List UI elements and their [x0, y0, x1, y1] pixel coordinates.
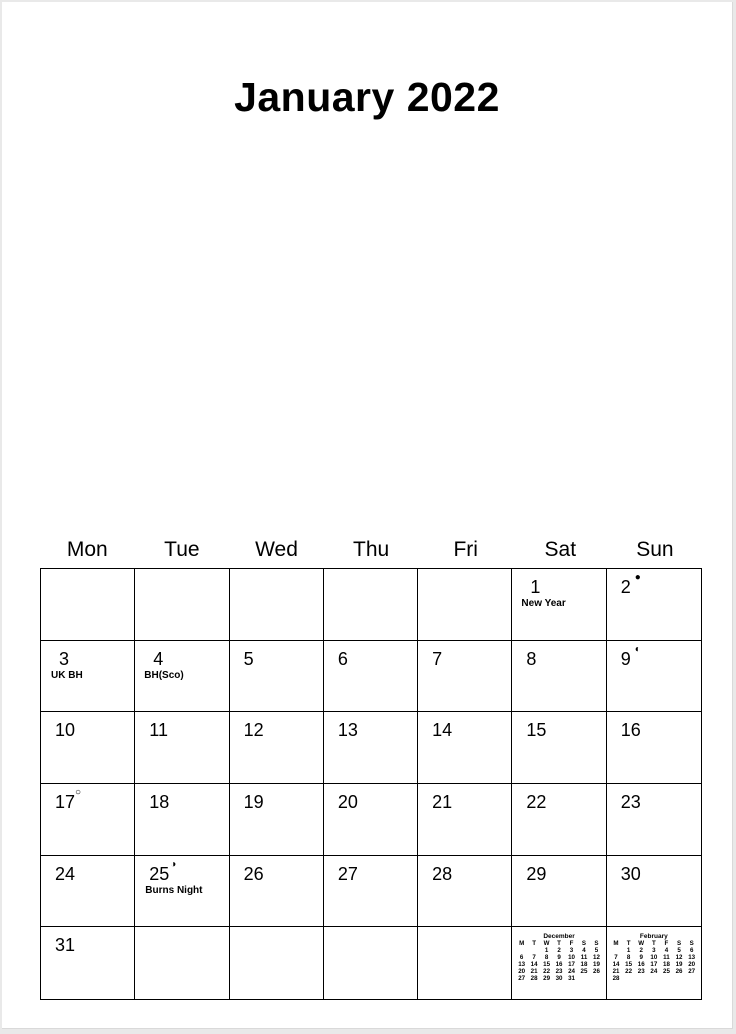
day-cell: [230, 856, 324, 928]
mini-day: 15: [543, 961, 551, 969]
mini-day: 7: [532, 954, 536, 962]
day-number: 10: [55, 720, 76, 741]
mini-day: 12: [593, 954, 600, 962]
day-number: 17: [55, 792, 76, 812]
mini-weekday: M: [613, 940, 619, 948]
mini-day: [578, 975, 590, 982]
day-number: 26: [243, 863, 264, 884]
weekday-sun: Sun: [636, 538, 674, 561]
mini-day: 4: [582, 947, 586, 955]
day-cell: [607, 784, 701, 856]
day-number: 9: [620, 648, 631, 669]
mini-calendar-title: February: [639, 933, 668, 941]
mini-day: 7: [614, 954, 618, 962]
mini-day: 8: [544, 954, 549, 962]
mini-calendar-week: [515, 954, 602, 961]
mini-day: [660, 975, 673, 982]
mini-day: 29: [543, 975, 551, 983]
day-cell: [512, 927, 606, 999]
mini-day: 25: [663, 968, 670, 976]
day-cell: [512, 641, 606, 713]
mini-day: 4: [664, 947, 669, 955]
day-number: 19: [243, 792, 264, 812]
mini-day: 20: [518, 968, 526, 976]
day-cell: [324, 927, 418, 999]
mini-day: 1: [626, 947, 631, 955]
day-number: 2: [620, 577, 631, 597]
day-cell: [607, 569, 701, 641]
mini-weekday: F: [569, 940, 574, 948]
mini-weekday: S: [581, 940, 587, 948]
day-number: 6: [337, 648, 348, 669]
day-cell: [41, 569, 135, 641]
mini-day: 15: [625, 961, 633, 969]
mini-day: [648, 975, 661, 982]
mini-day: [635, 975, 648, 982]
mini-weekday: S: [594, 940, 599, 948]
day-cell: [607, 712, 701, 784]
mini-calendar-december: [515, 933, 602, 982]
mini-day: [528, 947, 540, 954]
mini-day: [673, 975, 686, 982]
mini-day: 28: [612, 975, 620, 983]
day-number: 18: [149, 792, 170, 812]
mini-calendar-week: [515, 975, 602, 982]
day-cell: [324, 856, 418, 928]
day-number: 22: [526, 792, 547, 812]
day-cell: [512, 856, 606, 928]
mini-day: 12: [675, 954, 683, 962]
mini-day: [610, 947, 623, 954]
mini-calendar-week: [610, 968, 698, 975]
holiday-label: New Year: [521, 598, 566, 609]
mini-day: 21: [530, 968, 538, 976]
new-moon-icon: ●: [634, 572, 641, 583]
mini-day: 25: [580, 968, 588, 976]
mini-day: 23: [637, 968, 645, 976]
mini-calendar-week: [610, 947, 698, 954]
day-cell: [418, 569, 512, 641]
day-cell: [230, 784, 324, 856]
mini-day: 17: [568, 961, 575, 969]
day-number: 5: [243, 648, 254, 669]
day-cell: [135, 784, 229, 856]
day-cell: [135, 927, 229, 999]
mini-day: 21: [612, 968, 620, 976]
mini-day: 1: [544, 947, 549, 955]
mini-weekday: T: [532, 940, 537, 948]
full-moon-icon: ○: [75, 787, 82, 798]
mini-day: 22: [543, 968, 551, 976]
mini-weekday: W: [543, 940, 550, 948]
mini-day: 2: [557, 947, 561, 955]
day-cell: [135, 641, 229, 713]
day-number: 27: [337, 863, 358, 884]
day-cell: [230, 927, 324, 999]
month-grid: [40, 568, 702, 1000]
last-quarter-moon-icon: ◑: [170, 858, 177, 870]
mini-day: 31: [568, 975, 575, 983]
mini-calendar-header: [515, 940, 602, 947]
day-cell: [418, 712, 512, 784]
day-number: 8: [526, 648, 537, 669]
holiday-label: Burns Night: [145, 884, 203, 896]
mini-day: 10: [650, 954, 658, 962]
mini-day: 27: [518, 975, 526, 983]
mini-day: 13: [518, 961, 526, 969]
mini-day: 24: [568, 968, 575, 976]
day-cell: [324, 784, 418, 856]
mini-day: 24: [650, 968, 658, 976]
calendar-page: [2, 2, 733, 1029]
weekday-wed: Wed: [255, 538, 298, 561]
day-number: 24: [55, 863, 76, 884]
mini-weekday: T: [626, 940, 631, 948]
mini-calendar-week: [515, 947, 602, 954]
mini-weekday: T: [557, 940, 561, 948]
mini-day: 9: [557, 954, 561, 962]
mini-calendar-week: [515, 961, 602, 968]
day-cell: [324, 712, 418, 784]
day-cell: [41, 784, 135, 856]
mini-day: 17: [650, 961, 658, 969]
mini-day: 3: [569, 947, 574, 955]
holiday-label: UK BH: [51, 669, 83, 681]
first-quarter-moon-icon: ◐: [634, 643, 641, 655]
day-number: 13: [337, 720, 358, 741]
mini-day: 27: [688, 968, 696, 976]
mini-day: 30: [555, 975, 563, 983]
mini-day: 16: [637, 961, 645, 969]
mini-calendar-header: [610, 940, 698, 947]
day-cell: [512, 569, 606, 641]
day-cell: [230, 712, 324, 784]
day-number: 1: [530, 577, 541, 597]
day-number: 12: [243, 720, 264, 741]
mini-day: [622, 975, 635, 982]
day-number: 4: [153, 648, 164, 669]
day-cell: [230, 569, 324, 641]
mini-day: [590, 975, 602, 982]
day-number: 30: [620, 863, 641, 884]
weekday-thu: Thu: [353, 538, 390, 561]
mini-day: 9: [639, 954, 643, 962]
mini-day: 5: [594, 947, 599, 955]
day-number: 14: [432, 720, 453, 741]
mini-weekday: T: [651, 940, 656, 948]
day-number: 3: [59, 648, 70, 669]
day-cell: [135, 712, 229, 784]
mini-day: 26: [593, 968, 600, 976]
mini-day: 11: [580, 954, 588, 962]
mini-day: 14: [530, 961, 538, 969]
mini-calendar-week: [610, 954, 698, 961]
mini-day: 5: [677, 947, 681, 955]
day-number: 15: [526, 720, 547, 741]
day-cell: [512, 784, 606, 856]
mini-day: [685, 975, 698, 982]
mini-day: 2: [639, 947, 643, 955]
mini-day: 20: [688, 961, 696, 969]
day-cell: [418, 784, 512, 856]
mini-day: 11: [663, 954, 670, 962]
day-cell: [41, 712, 135, 784]
mini-day: 23: [555, 968, 563, 976]
day-number: 20: [337, 792, 358, 812]
mini-weekday: F: [664, 940, 669, 948]
day-number: 21: [432, 792, 453, 812]
day-cell: [324, 569, 418, 641]
day-cell: [41, 856, 135, 928]
mini-weekday: S: [689, 940, 694, 948]
day-number: 28: [432, 863, 453, 884]
day-cell: [607, 927, 701, 999]
day-number: 31: [55, 935, 76, 956]
day-cell: [512, 712, 606, 784]
weekday-fri: Fri: [453, 538, 478, 561]
day-number: 29: [526, 863, 547, 884]
mini-day: 19: [593, 961, 600, 969]
day-cell: [41, 641, 135, 713]
weekday-header-row: [40, 538, 702, 566]
mini-calendar-february: [610, 933, 698, 982]
day-cell: [418, 641, 512, 713]
day-cell: [324, 641, 418, 713]
mini-day: 13: [688, 954, 696, 962]
page-title: January 2022: [234, 74, 500, 120]
day-cell: [607, 856, 701, 928]
mini-calendar-week: [610, 975, 698, 982]
day-number: 16: [620, 720, 641, 741]
day-cell: [230, 641, 324, 713]
mini-day: 28: [530, 975, 538, 983]
mini-weekday: W: [638, 940, 645, 948]
mini-day: 18: [580, 961, 588, 969]
weekday-sat: Sat: [544, 538, 577, 561]
mini-weekday: M: [519, 940, 525, 948]
day-number: 23: [620, 792, 641, 812]
mini-day: 22: [625, 968, 633, 976]
day-cell: [135, 569, 229, 641]
mini-day: 16: [555, 961, 563, 969]
mini-day: 6: [689, 947, 694, 955]
day-number: 25: [149, 863, 170, 884]
day-number: 11: [149, 720, 168, 741]
mini-day: 8: [626, 954, 631, 962]
weekday-tue: Tue: [164, 538, 200, 561]
day-cell: [607, 641, 701, 713]
day-cell: [418, 856, 512, 928]
mini-day: 19: [675, 961, 683, 969]
mini-calendar-title: December: [543, 933, 575, 941]
day-cell: [418, 927, 512, 999]
mini-calendar-week: [610, 961, 698, 968]
day-cell: [41, 927, 135, 999]
day-number: 7: [432, 648, 443, 669]
mini-weekday: S: [676, 940, 682, 948]
mini-day: 6: [519, 954, 524, 962]
weekday-mon: Mon: [66, 538, 108, 561]
mini-day: 26: [675, 968, 683, 976]
holiday-label: BH(Sco): [144, 669, 184, 681]
mini-day: 10: [568, 954, 575, 962]
mini-day: 3: [652, 947, 656, 955]
mini-calendar-week: [515, 968, 602, 975]
day-cell: [135, 856, 229, 928]
mini-day: 14: [612, 961, 620, 969]
mini-day: 18: [663, 961, 670, 969]
mini-day: [515, 947, 527, 954]
